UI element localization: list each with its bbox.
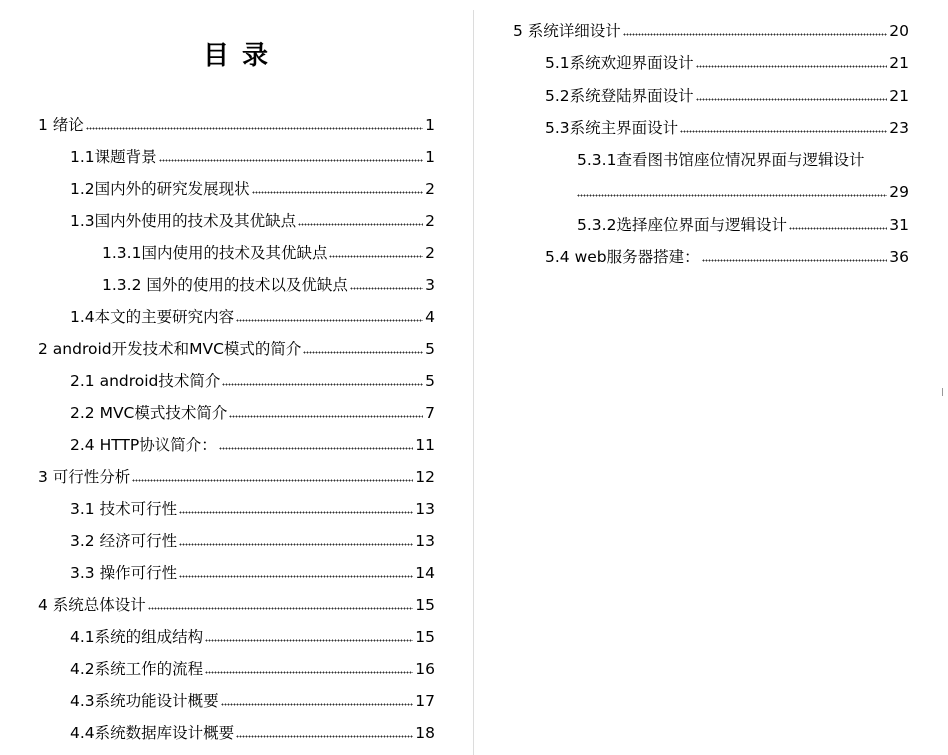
toc-entry[interactable]: [70, 370, 435, 392]
dot-leader: [680, 128, 887, 134]
toc-entry-page: 15: [415, 628, 435, 646]
toc-entry[interactable]: [70, 402, 435, 424]
toc-entry[interactable]: [577, 214, 909, 236]
toc-entry[interactable]: [38, 338, 435, 360]
toc-entry[interactable]: [545, 52, 909, 74]
dot-leader: [702, 257, 888, 263]
toc-entry-label: 5.4 web服务器搭建：: [545, 248, 700, 266]
dot-leader: [696, 63, 888, 69]
toc-entry-page: 2: [425, 212, 435, 230]
dot-leader: [205, 637, 413, 643]
dot-leader: [229, 413, 423, 419]
dot-leader: [179, 541, 413, 547]
dot-leader: [236, 733, 413, 739]
dot-leader: [179, 573, 413, 579]
toc-entry-label: 5.2系统登陆界面设计: [545, 87, 694, 105]
toc-entry-label: 4.1系统的组成结构: [70, 628, 204, 646]
toc-entry-continuation[interactable]: [577, 181, 909, 203]
toc-entry[interactable]: [102, 274, 435, 296]
toc-entry[interactable]: [102, 242, 435, 264]
toc-entry[interactable]: [70, 178, 435, 200]
toc-entry-page: 17: [415, 692, 435, 710]
toc-entry-page: 13: [415, 500, 435, 518]
toc-entry[interactable]: [513, 20, 909, 42]
toc-entry-page: 4: [425, 308, 435, 326]
toc-entry-page: 23: [889, 119, 909, 137]
toc-entry-label: 5.3系统主界面设计: [545, 119, 679, 137]
toc-entry-label[interactable]: 5.3.1查看图书馆座位情况界面与逻辑设计: [577, 151, 865, 169]
toc-entry-label: 1.1课题背景: [70, 148, 157, 166]
toc-entry[interactable]: [70, 210, 435, 232]
toc-entry-page: 2: [425, 180, 435, 198]
dot-leader: [205, 669, 413, 675]
toc-entry-label: 4.2系统工作的流程: [70, 660, 204, 678]
toc-entry-label: 3.2 经济可行性: [70, 532, 178, 550]
toc-entry-label: 5 系统详细设计: [513, 22, 621, 40]
toc-entry-page: 7: [425, 404, 435, 422]
toc-entry-label: 1.3国内外使用的技术及其优缺点: [70, 212, 297, 230]
toc-entry-page: 5: [425, 340, 435, 358]
dot-leader: [219, 445, 414, 451]
dot-leader: [696, 96, 888, 102]
toc-entry[interactable]: [70, 690, 435, 712]
dot-leader: [252, 189, 423, 195]
toc-entry-label: 2.1 android技术简介: [70, 372, 221, 390]
toc-entry[interactable]: [70, 498, 435, 520]
toc-entry-label: 3.3 操作可行性: [70, 564, 178, 582]
toc-entry-label: 1.2国内外的研究发展现状: [70, 180, 250, 198]
toc-entry[interactable]: [545, 85, 909, 107]
dot-leader: [303, 349, 423, 355]
dot-leader: [789, 225, 887, 231]
toc-entry-page: 31: [889, 216, 909, 234]
dot-leader: [577, 192, 887, 198]
toc-entry-page: 20: [889, 22, 909, 40]
toc-entry-page: 29: [889, 183, 909, 201]
toc-entry[interactable]: [70, 306, 435, 328]
toc-entry-label: 4.4系统数据库设计概要: [70, 724, 235, 742]
toc-entry[interactable]: [545, 117, 909, 139]
toc-entry-page: 15: [415, 596, 435, 614]
toc-entry-page: 14: [415, 564, 435, 582]
toc-entry[interactable]: [545, 246, 909, 268]
toc-entry-label: 3 可行性分析: [38, 468, 131, 486]
toc-entry-page: 36: [889, 248, 909, 266]
toc-entry[interactable]: [70, 626, 435, 648]
toc-entry-label: 2 android开发技术和MVC模式的简介: [38, 340, 302, 358]
dot-leader: [221, 701, 414, 707]
dot-leader: [132, 477, 413, 483]
dot-leader: [236, 317, 423, 323]
toc-entry[interactable]: [70, 562, 435, 584]
toc-entry-label: 1.4本文的主要研究内容: [70, 308, 235, 326]
dot-leader: [298, 221, 423, 227]
toc-entry[interactable]: [70, 530, 435, 552]
dot-leader: [350, 285, 423, 291]
toc-entry-page: 18: [415, 724, 435, 742]
toc-entry[interactable]: [70, 658, 435, 680]
dot-leader: [222, 381, 423, 387]
toc-entry-page: 12: [415, 468, 435, 486]
toc-entry-page: 5: [425, 372, 435, 390]
toc-entry-page: 2: [425, 244, 435, 262]
page-title: 目 录: [202, 41, 271, 71]
column-divider: [473, 10, 474, 755]
dot-leader: [623, 31, 887, 37]
toc-entry-label: 1.3.2 国外的使用的技术以及优缺点: [102, 276, 348, 294]
dot-leader: [329, 253, 423, 259]
dot-leader: [86, 125, 423, 131]
toc-entry-page: 11: [415, 436, 435, 454]
toc-entry[interactable]: [70, 434, 435, 456]
edge-mark: [942, 388, 946, 396]
toc-entry-label: 5.3.2选择座位界面与逻辑设计: [577, 216, 787, 234]
toc-entry[interactable]: [70, 722, 435, 744]
toc-entry-page: 21: [889, 54, 909, 72]
toc-entry-label: 5.1系统欢迎界面设计: [545, 54, 694, 72]
dot-leader: [179, 509, 413, 515]
toc-entry-label: 2.4 HTTP协议简介：: [70, 436, 217, 454]
toc-entry-label: 3.1 技术可行性: [70, 500, 178, 518]
toc-entry-label: 1.3.1国内使用的技术及其优缺点: [102, 244, 328, 262]
toc-entry-label: 4.3系统功能设计概要: [70, 692, 219, 710]
toc-entry-label: 1 绪论: [38, 116, 84, 134]
toc-entry-label: 4 系统总体设计: [38, 596, 146, 614]
dot-leader: [148, 605, 413, 611]
toc-entry-page: 13: [415, 532, 435, 550]
toc-entry-page: 16: [415, 660, 435, 678]
toc-entry-page: 1: [425, 116, 435, 134]
toc-entry[interactable]: [38, 114, 435, 136]
toc-entry-label: 2.2 MVC模式技术简介: [70, 404, 228, 422]
toc-entry-page: 21: [889, 87, 909, 105]
toc-entry-page: 1: [425, 148, 435, 166]
toc-entry[interactable]: [38, 466, 435, 488]
dot-leader: [159, 157, 423, 163]
toc-entry-page: 3: [425, 276, 435, 294]
toc-entry[interactable]: [70, 146, 435, 168]
toc-entry[interactable]: [38, 594, 435, 616]
